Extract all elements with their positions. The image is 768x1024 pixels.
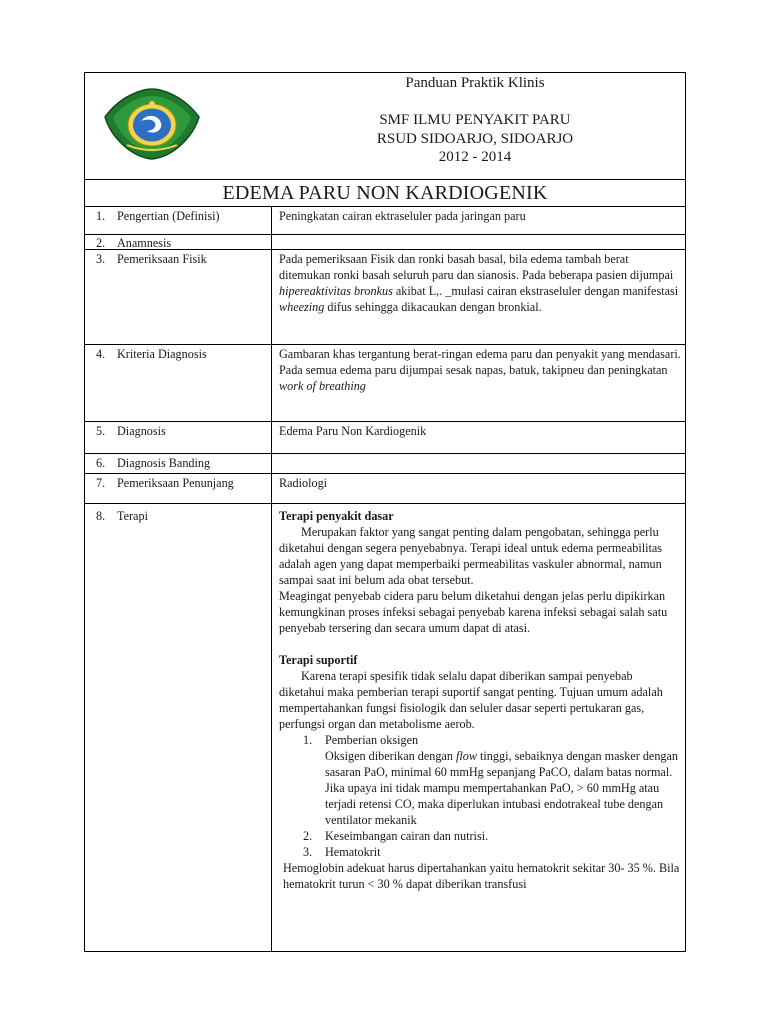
row-label: Diagnosis [117, 424, 166, 438]
row-content: Radiologi [279, 476, 328, 490]
row-content [272, 235, 685, 236]
row-label: Diagnosis Banding [117, 456, 211, 470]
row-label: Pengertian (Definisi) [117, 209, 220, 223]
row-content: Pada pemeriksaan Fisik dan ronki basah basal, bila edema tambah berat ditemukan ronki basah seluruh paru dan sianosis. Pada beberapa pasien dijumpai hipereaktivitas bronkus akibat L,. _mulasi cairan ekstraseluler dengan manifestasi wheezing difus sehingga dikacaukan dengan bronkial. [279, 252, 679, 314]
row-number: 2. [96, 236, 106, 250]
row-content: Peningkatan cairan ektraseluler pada jaringan paru [279, 209, 526, 223]
document-title: EDEMA PARU NON KARDIOGENIK [85, 180, 685, 207]
row-label: Pemeriksaan Penunjang [117, 476, 234, 490]
table-row [85, 207, 685, 235]
row-label: Terapi [117, 509, 148, 523]
hospital-emblem-icon [103, 87, 201, 161]
row-label: Anamnesis [117, 236, 172, 250]
table-row [85, 235, 685, 250]
row-content [272, 454, 685, 455]
row-number: 6. [96, 456, 106, 470]
row-number: 1. [96, 209, 106, 223]
row-label: Pemeriksaan Fisik [117, 252, 207, 266]
table-row [85, 474, 685, 504]
row-number: 3. [96, 252, 106, 266]
row-label: Kriteria Diagnosis [117, 347, 207, 361]
row-content: Edema Paru Non Kardiogenik [279, 424, 427, 438]
year-range: 2012 - 2014 [438, 149, 512, 165]
table-row [85, 250, 685, 345]
list-item: 2. Keseimbangan cairan dan nutrisi. [303, 829, 489, 843]
row-content: Gambaran khas tergantung berat-ringan edema paru dan penyakit yang mendasari. Pada semua edema paru dijumpai sesak napas, batuk, takipneu dan peningkatan work of breathing [279, 347, 681, 393]
department-name: SMF ILMU PENYAKIT PARU [379, 112, 571, 128]
row-number: 5. [96, 424, 106, 438]
list-item: 1. Pemberian oksigen Oksigen diberikan dengan flow tinggi, sebaiknya dengan masker dengan sasaran PaO, minimal 60 mmHg sepanjang PaCO, dalam batas normal. Jika upaya ini tidak mampu mempertahankan PaO, > 60 mmHg atau terjadi retensi CO, maka diperlukan intubasi endotrakeal tube dengan ventilator mekanik [303, 733, 679, 827]
therapy-heading-supportive: Terapi suportif [279, 653, 358, 667]
table-row [85, 422, 685, 454]
therapy-paragraph: Hemoglobin adekuat harus dipertahankan yaitu hematokrit sekitar 30- 35 %. Bila hematokrit turun < 30 % dapat diberikan transfusi [283, 861, 680, 891]
therapy-heading-basic: Terapi penyakit dasar [279, 509, 394, 523]
guide-title: Panduan Praktik Klinis [405, 75, 545, 91]
document-header [85, 73, 685, 180]
therapy-paragraph: Karena terapi spesifik tidak selalu dapat diberikan sampai penyebab diketahui maka pemberian terapi suportif sangat penting. Tujuan umum adalah mempertahankan fungsi fisiologik dan seluler dasar seperti pertukaran gas, perfungsi organ dan metabolisme aerob. [279, 669, 663, 731]
table-row [85, 345, 685, 422]
hospital-name: RSUD SIDOARJO, SIDOARJO [376, 130, 574, 147]
table-row [85, 504, 685, 952]
therapy-paragraph: Meagingat penyebab cidera paru belum diketahui dengan jelas perlu dipikirkan kemungkinan proses infeksi sebagai penyebab karena infeksi sebagai salah satu penyebab tersering dan secara umum dapat di atasi. [279, 589, 668, 635]
row-number: 7. [96, 476, 106, 490]
row-number: 4. [96, 347, 106, 361]
therapy-paragraph: Merupakan faktor yang sangat penting dalam pengobatan, sehingga perlu diketahui dengan segera penyebabnya. Terapi ideal untuk edema permeabilitas adalah agen yang dapat memperbaiki permeabilitas vaskuler abnormal, namun sampai saat ini belum ada obat tersebut. [279, 525, 663, 587]
supportive-therapy-list [279, 732, 681, 860]
list-item: 3. Hematokrit [303, 845, 381, 859]
therapy-content [272, 504, 685, 892]
row-number: 8. [96, 509, 106, 523]
clinical-guideline-table [84, 72, 686, 952]
table-row [85, 454, 685, 474]
